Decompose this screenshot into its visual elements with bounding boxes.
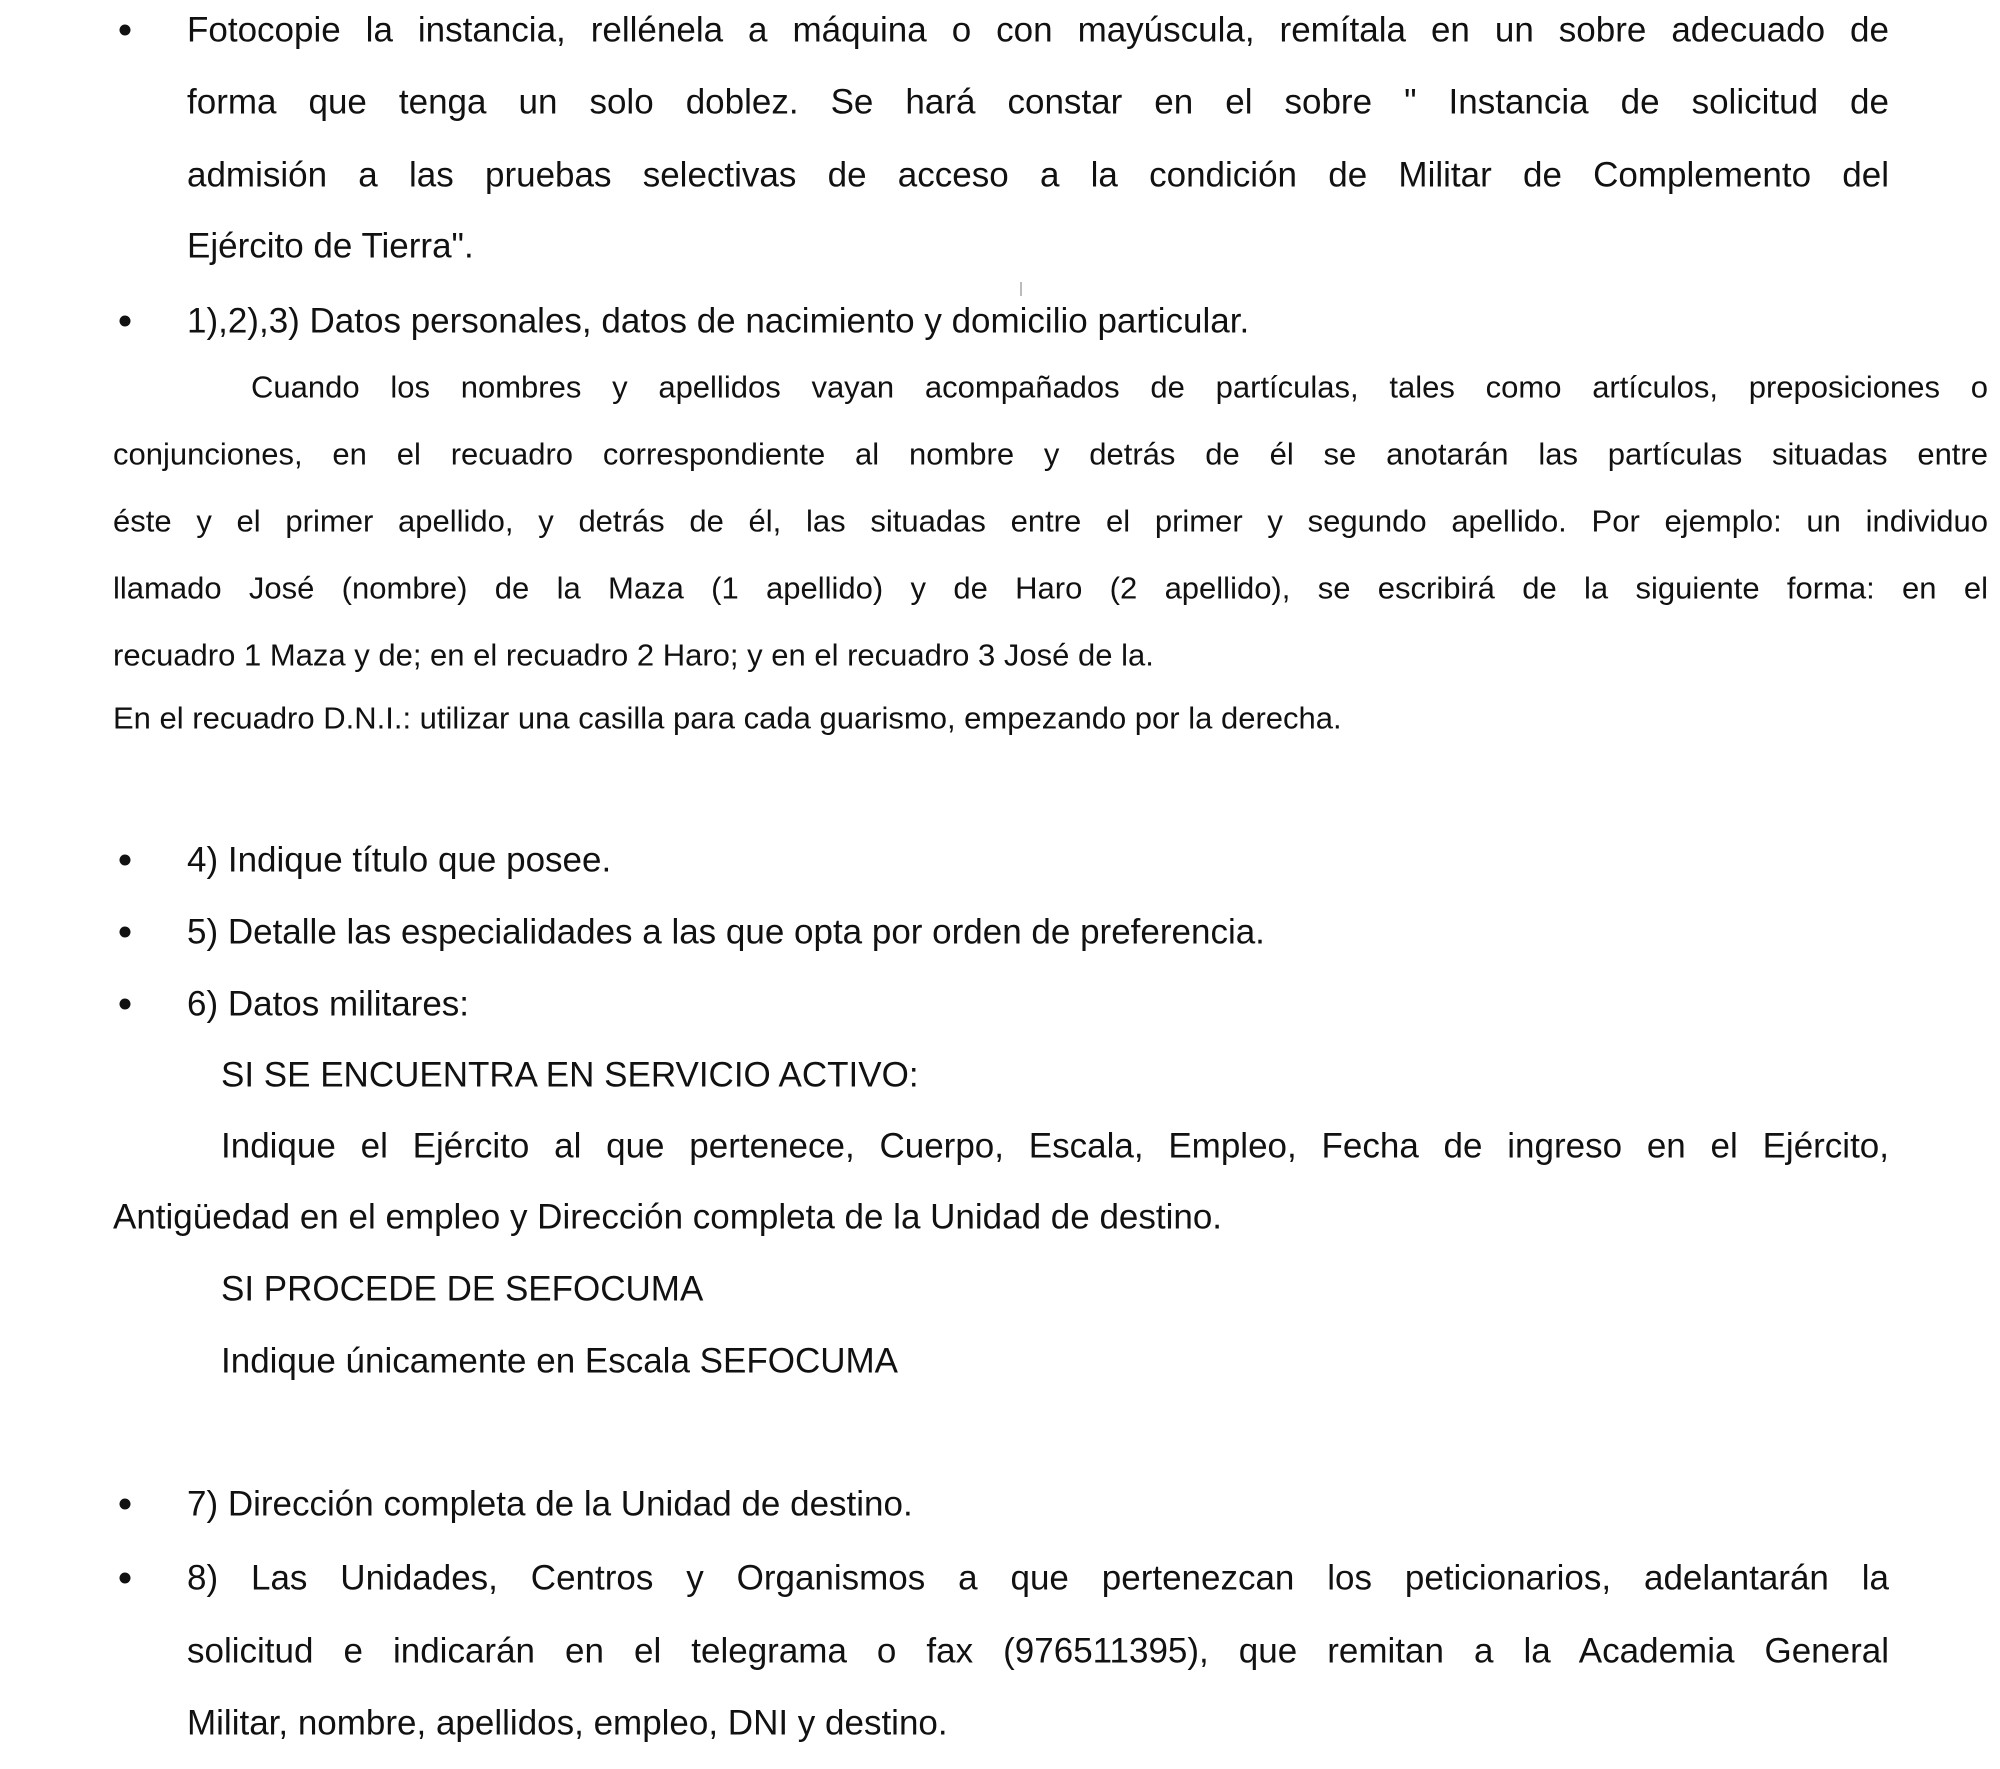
active-service-line: Indique el Ejército al que pertenece, Cuerpo, Escala, Empleo, Fecha de ingreso en el Ejército, (221, 1126, 1889, 1166)
item-5: 5) Detalle las especialidades a las que opta por orden de preferencia. (187, 912, 1265, 952)
item-7: 7) Dirección completa de la Unidad de destino. (187, 1484, 913, 1524)
names-paragraph-line: llamado José (nombre) de la Maza (1 apellido) y de Haro (2 apellido), se escribirá de la siguiente forma: en el (113, 570, 1988, 606)
names-paragraph-line: éste y el primer apellido, y detrás de él, las situadas entre el primer y segundo apellido. Por ejemplo: un individuo (113, 503, 1988, 539)
bullet-icon (120, 927, 131, 938)
item-8-line: Militar, nombre, apellidos, empleo, DNI y destino. (187, 1703, 948, 1743)
active-service-line: Antigüedad en el empleo y Dirección completa de la Unidad de destino. (113, 1197, 1223, 1237)
names-paragraph-line: recuadro 1 Maza y de; en el recuadro 2 Haro; y en el recuadro 3 José de la. (113, 637, 1154, 673)
item-1-2-3: 1),2),3) Datos personales, datos de nacimiento y domicilio particular. (187, 301, 1250, 341)
intro-line: Fotocopie la instancia, rellénela a máquina o con mayúscula, remítala en un sobre adecuado de (187, 10, 1889, 50)
active-service-heading: SI SE ENCUENTRA EN SERVICIO ACTIVO: (221, 1055, 919, 1095)
bullet-icon (120, 855, 131, 866)
item-8-line: 8) Las Unidades, Centros y Organismos a que pertenezcan los peticionarios, adelantarán la (187, 1558, 1889, 1598)
sefocuma-heading: SI PROCEDE DE SEFOCUMA (221, 1269, 704, 1309)
intro-line: forma que tenga un solo doblez. Se hará constar en el sobre " Instancia de solicitud de (187, 82, 1889, 122)
sefocuma-line: Indique únicamente en Escala SEFOCUMA (221, 1341, 898, 1381)
item-4: 4) Indique título que posee. (187, 840, 612, 880)
bullet-icon (120, 1499, 131, 1510)
scan-mark (1020, 282, 1022, 296)
dni-instruction: En el recuadro D.N.I.: utilizar una casilla para cada guarismo, empezando por la derecha. (113, 700, 1342, 736)
bullet-icon (120, 999, 131, 1010)
names-paragraph-line: Cuando los nombres y apellidos vayan acompañados de partículas, tales como artículos, preposiciones o (251, 369, 1988, 405)
bullet-icon (120, 316, 131, 327)
bullet-icon (120, 1573, 131, 1584)
item-6: 6) Datos militares: (187, 984, 470, 1024)
intro-line: admisión a las pruebas selectivas de acceso a la condición de Militar de Complemento del (187, 155, 1889, 195)
item-8-line: solicitud e indicarán en el telegrama o fax (976511395), que remitan a la Academia General (187, 1631, 1889, 1671)
bullet-icon (120, 25, 131, 36)
intro-line: Ejército de Tierra". (187, 226, 474, 266)
names-paragraph-line: conjunciones, en el recuadro correspondiente al nombre y detrás de él se anotarán las partículas situadas entre (113, 436, 1988, 472)
